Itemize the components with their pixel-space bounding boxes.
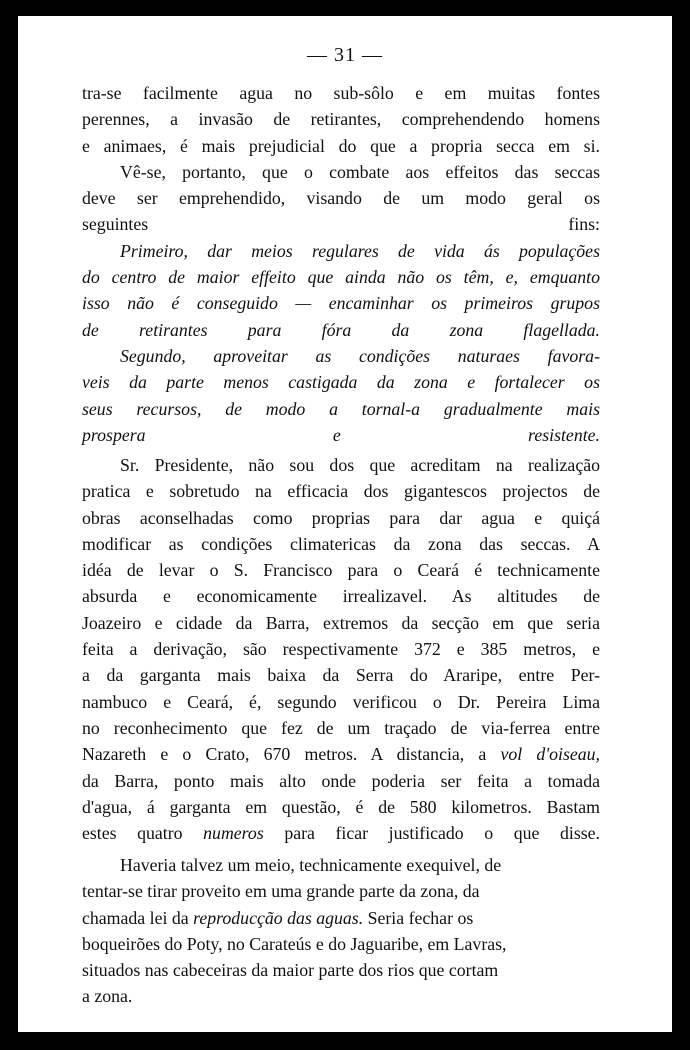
page-number: — 31 — [307,44,383,66]
text-line: idéa de levar o S. Francisco para o Ceará é technicamente [82,560,600,581]
paragraph-5 [82,452,600,846]
text-line: seguintes fins: [82,214,600,235]
text-line: a da garganta mais baixa da Serra do Araripe, entre Per- [82,665,600,686]
text-line: absurda e economicamente irrealizavel. As altitudes de [82,586,600,607]
text-line: de retirantes para fóra da zona flagellada. [82,319,600,340]
italic-phrase: numeros [203,823,264,844]
text-line: nambuco e Ceará, é, segundo verificou o Dr. Pereira Lima [82,691,600,712]
text-line: tentar-se tirar proveito em uma grande parte da zona, da [82,881,480,902]
text-line: Nazareth e o Crato, 670 metros. A distancia, a [82,744,487,765]
text-line: Joazeiro e cidade da Barra, extremos da secção em que seria [82,612,600,633]
text-line: a zona. [82,986,133,1007]
text-line: estes quatro [82,823,183,844]
text-block-lower [82,852,600,1010]
text-line: para ficar justificado o que disse. [284,823,600,844]
italic-phrase: reproducção das aguas. [193,907,364,928]
text-line: perennes, a invasão de retirantes, comprehendendo homens [82,109,600,130]
italic-phrase: vol d'oiseau, [500,744,600,765]
text-line: chamada lei da [82,907,189,928]
text-line: situados nas cabeceiras da maior parte dos rios que cortam [82,960,499,981]
text-line: feita a derivação, são respectivamente 372 e 385 metros, e [82,639,600,660]
text-line: Vê-se, portanto, que o combate aos effeitos das seccas [120,161,600,182]
text-line: Seria fechar os [367,907,474,928]
paragraph-2 [82,159,600,238]
text-block-upper [82,80,600,448]
text-line: do centro de maior effeito que ainda não os têm, e, emquanto [82,267,600,288]
text-line: tra-se facilmente agua no sub-sôlo e em muitas fontes [82,83,600,103]
paragraph-4-segundo [82,343,600,448]
text-line: obras aconselhadas como proprias para dar agua e quiçá [82,507,600,528]
text-line: seus recursos, de modo a tornal-a gradualmente mais [82,398,600,419]
text-line: modificar as condições climatericas da zona das seccas. A [82,533,600,554]
text-line: Haveria talvez um meio, technicamente exequivel, de [120,855,502,875]
text-line: Sr. Presidente, não sou dos que acreditam na realização [120,455,600,475]
paragraph-6 [82,852,600,1010]
text-line: no reconhecimento que fez de um traçado de via-ferrea entre [82,717,600,738]
text-line: Primeiro, dar meios regulares de vida ás populações [120,240,600,261]
text-line: veis da parte menos castigada da zona e fortalecer os [82,372,600,393]
text-line: isso não é conseguido — encaminhar os primeiros grupos [82,293,600,314]
paragraph-3-primeiro [82,238,600,343]
paragraph-1 [82,80,600,159]
text-line: deve ser emprehendido, visando de um modo geral os [82,188,600,209]
text-line: boqueirões do Poty, no Carateús e do Jaguaribe, em Lavras, [82,933,507,954]
text-line: da Barra, ponto mais alto onde poderia ser feita a tomada [82,770,600,791]
text-line: prospera e resistente. [82,424,600,445]
text-line: pratica e sobretudo na efficacia dos gigantescos projectos de [82,481,600,502]
text-line: d'agua, á garganta em questão, é de 580 kilometros. Bastam [82,796,600,817]
text-line: e animaes, é mais prejudicial do que a propria secca em si. [82,135,600,156]
text-block-middle [82,452,600,846]
text-line: Segundo, aproveitar as condições naturaes favora- [120,345,600,366]
document-page [18,16,672,1032]
